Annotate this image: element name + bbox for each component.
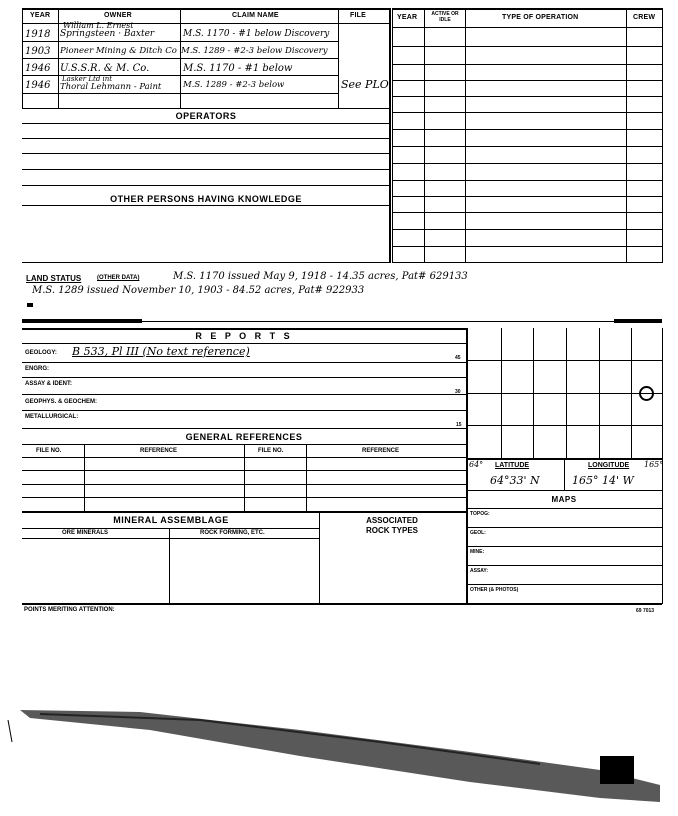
claim-name: M.S. 1170 - #1 below Discovery [183,29,330,39]
claim-year: 1918 [25,29,51,40]
claim-owner: Springsteen · Baxter [60,29,155,39]
land-status-label: LAND STATUS [26,274,82,283]
geology-value: B 533, Pl III (No text reference) [72,345,250,358]
reports-title: R E P O R T S [195,331,293,341]
maps-geol-label: GEOL: [470,530,486,536]
mineral-title: MINERAL ASSEMBLAGE [113,515,229,525]
land-status-line1: M.S. 1170 issued May 9, 1918 - 14.35 acres, Pat# 629133 [173,271,468,282]
assoc-rock-label-2: ROCK TYPES [365,526,418,535]
operators-label: OPERATORS [175,111,237,121]
lat-prefix: 64° [469,460,484,469]
engrg-label: ENGRG: [25,366,49,372]
margin-45: 45 [455,355,461,361]
margin-15: 15 [456,422,462,428]
maps-title: MAPS [551,495,577,504]
maps-assay-label: ASSAY: [470,568,489,574]
latitude-value: 64°33' N [490,474,540,487]
ops-active-header: ACTIVE OR IDLE [431,11,459,23]
ore-minerals-header: ORE MINERALS [62,530,109,536]
maps-mine-label: MINE: [470,549,485,555]
claim-name: M.S. 1170 - #1 below [183,63,293,74]
claim-name: M.S. 1289 - #2-3 below [183,80,285,90]
claim-owner: U.S.S.R. & M. Co. [60,63,150,74]
claim-year: 1903 [25,46,51,57]
ops-type-header: TYPE OF OPERATION [502,14,579,21]
assay-label: ASSAY & IDENT: [25,381,73,387]
latitude-label: LATITUDE [495,462,530,469]
maps-other-label: OTHER (& PHOTOS) [470,587,519,593]
ref-file-no-header-2: FILE NO. [258,448,284,454]
col-owner-header: OWNER [104,12,132,19]
scan-artifact [0,690,678,816]
knowledge-label: OTHER PERSONS HAVING KNOWLEDGE [110,194,302,204]
longitude-label: LONGITUDE [588,462,630,469]
location-marker-icon [639,386,654,401]
ops-crew-header: CREW [633,14,656,21]
col-file-header: FILE [350,12,366,19]
ink-mark [27,303,33,307]
geophys-label: GEOPHYS. & GEOCHEM: [25,399,98,405]
form-number: 69 7013 [636,608,655,614]
col-claim-name-header: CLAIM NAME [232,12,279,19]
owner-annotation: William L. Ernest [63,21,134,30]
claim-owner: Pioneer Mining & Ditch Co [60,46,177,56]
claim-year: 1946 [25,63,51,74]
land-status-sublabel: (OTHER DATA) [97,275,140,281]
metallurgical-label: METALLURGICAL: [25,414,79,420]
longitude-value: 165° 14' W [572,474,634,487]
land-status-line2: M.S. 1289 issued November 10, 1903 - 84.52 acres, Pat# 922933 [32,285,365,296]
claim-name: M.S. 1289 - #2-3 below Discovery [181,46,328,56]
geology-label: GEOLOGY: [25,350,57,356]
maps-topog-label: TOPOG: [470,511,490,517]
claim-owner-note: Lasker Ltd int [62,75,113,83]
points-meriting-label: POINTS MERITING ATTENTION: [24,607,115,613]
claim-owner: Thoral Lehmann - Paint [60,82,162,92]
ref-reference-header: REFERENCE [140,448,178,454]
claim-year: 1946 [25,80,51,91]
ops-year-header: YEAR [397,14,418,21]
ref-reference-header-2: REFERENCE [362,448,400,454]
lon-suffix: 165° [644,460,664,469]
claim-file: See PLO [341,78,389,91]
ref-file-no-header: FILE NO. [36,448,62,454]
general-refs-title: GENERAL REFERENCES [185,432,303,442]
rock-forming-header: ROCK FORMING, ETC. [200,530,265,536]
assoc-rock-label: ASSOCIATED [366,516,418,525]
col-year-header: YEAR [30,12,51,19]
margin-30: 30 [455,389,461,395]
